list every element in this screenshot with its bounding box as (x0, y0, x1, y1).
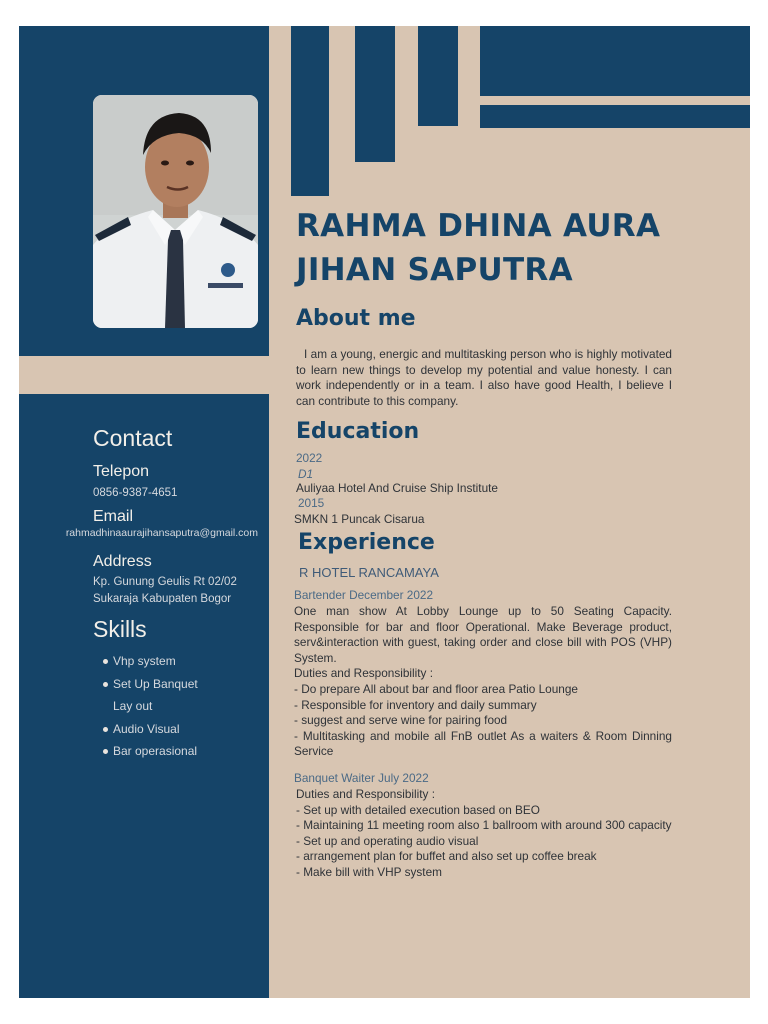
job-1-line: - Do prepare All about bar and floor area Patio Lounge (294, 681, 578, 696)
job-2-line: Duties and Responsibility : (296, 787, 436, 801)
job-1-description (294, 604, 672, 760)
job-2-line: - Make bill with VHP system (296, 864, 442, 879)
decor-bar (480, 105, 750, 128)
phone-label: Telepon (93, 463, 150, 480)
job-2-line: - Maintaining 11 meeting room also 1 ballroom with around 300 capacity (296, 818, 672, 833)
education-year-2: 2015 (298, 496, 325, 510)
decor-bar (355, 26, 395, 162)
job-1-line: - Responsible for inventory and daily summary (294, 697, 537, 712)
skill-item: Set Up Banquet (103, 677, 198, 700)
resume-page (19, 26, 750, 998)
phone-value: 0856-9387-4651 (93, 487, 178, 499)
skill-item: Vhp system (103, 654, 198, 677)
job-2-line: - Set up with detailed execution based on BEO (296, 802, 540, 817)
contact-heading: Contact (93, 425, 173, 451)
job-1-title: Bartender December 2022 (294, 588, 434, 602)
skill-item: Audio Visual (103, 722, 198, 745)
job-1-line: Duties and Responsibility : (294, 666, 434, 681)
job-1-line: - suggest and serve wine for pairing food (294, 713, 508, 728)
education-degree-1: D1 (298, 467, 314, 481)
skills-list (103, 654, 198, 767)
job-2-title: Banquet Waiter July 2022 (294, 771, 429, 785)
education-school-1: Auliyaa Hotel And Cruise Ship Institute (296, 481, 498, 495)
job-1-line: - Multitasking and mobile all FnB outlet As a waiters & Room Dinning Service (294, 728, 672, 759)
decor-bar (418, 26, 458, 126)
decor-bar (480, 26, 750, 96)
address-line-2: Sukaraja Kabupaten Bogor (93, 593, 232, 605)
email-value[interactable]: rahmadhinaaurajihansaputra@gmail.com (65, 527, 258, 539)
about-heading: About me (296, 306, 416, 331)
education-year-1: 2022 (296, 451, 323, 465)
name-line-1: RAHMA DHINA AURA (296, 208, 661, 244)
job-1-line: One man show At Lobby Lounge up to 50 Seating Capacity. Responsible for bar and floor Operational. Make Beverage product, serv&interaction with guest, taking order and close bill with POS (VHP) System. (294, 604, 672, 665)
skills-heading: Skills (93, 616, 147, 642)
job-2-line: - Set up and operating audio visual (296, 833, 479, 848)
name-line-2: JIHAN SAPUTRA (296, 252, 573, 288)
job-2-line: - arrangement plan for buffet and also set up coffee break (296, 849, 597, 864)
company-name: R HOTEL RANCAMAYA (299, 565, 439, 580)
about-text: I am a young, energic and multitasking person who is highly motivated to learn new things to develop my potential and value honesty. I can work independently or in a team. I also have good Health, I believe I can contribute to this company. (296, 347, 672, 408)
candidate-name (296, 204, 660, 292)
job-2-description (296, 787, 672, 881)
address-line-1: Kp. Gunung Geulis Rt 02/02 (93, 576, 237, 588)
decor-bar (291, 26, 329, 196)
skill-item: Lay out (113, 699, 153, 714)
education-school-2: SMKN 1 Puncak Cisarua (294, 512, 425, 526)
address-label: Address (93, 553, 152, 570)
experience-heading: Experience (298, 530, 435, 555)
profile-photo (93, 95, 258, 328)
email-label: Email (93, 508, 134, 525)
education-heading: Education (296, 419, 420, 444)
skill-item: Bar operasional (103, 744, 198, 767)
